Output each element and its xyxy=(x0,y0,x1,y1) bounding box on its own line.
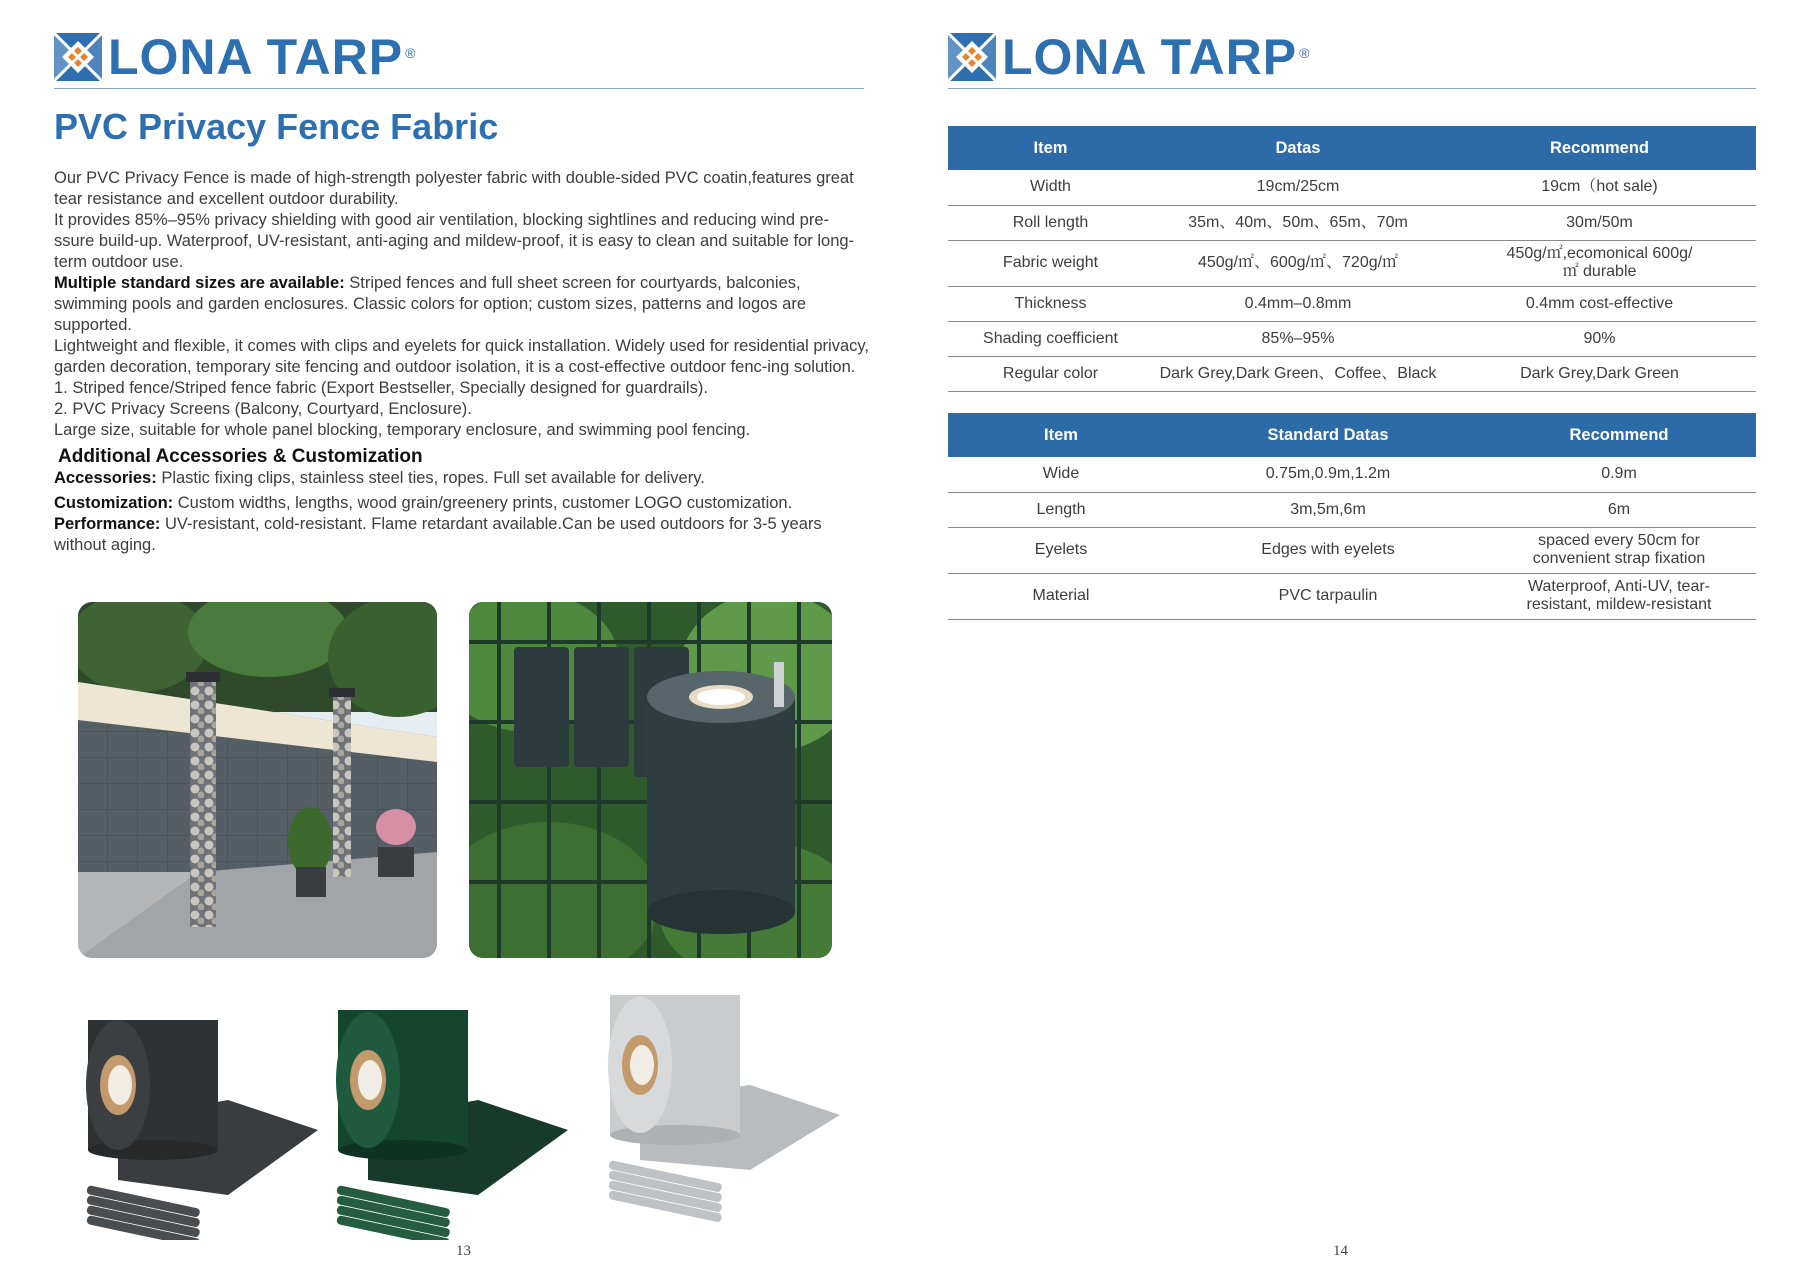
brand-name: LONA TARP xyxy=(108,29,404,85)
installation-paragraph: Lightweight and flexible, it comes with clips and eyelets for quick installation. Widely used for residential privacy, garden decoration, temporary site fencing and outdoor isolation, it is a cost-effective outdoor fenc-ing solution. xyxy=(54,337,870,376)
sizes-text: Striped fences and full sheet screen for courtyards, balconies, swimming pools and garden enclosures. Classic colors for option; custom sizes, patterns and logos are supported. xyxy=(54,274,807,334)
header-divider xyxy=(948,88,1756,89)
table-row xyxy=(948,492,1756,527)
list-item-1: 1. Striped fence/Striped fence fabric (Export Bestseller, Specially designed for guardrails). xyxy=(54,379,708,397)
accessories-text: Plastic fixing clips, stainless steel ties, ropes. Full set available for delivery. xyxy=(156,469,705,487)
page-14 xyxy=(900,0,1800,1280)
cell-data: 19cm/25cm xyxy=(1153,170,1443,205)
accessories-label: Accessories: xyxy=(54,469,157,487)
header-item: Item xyxy=(948,126,1153,170)
cell-recommend: 0.4mm cost-effective xyxy=(1443,286,1756,321)
cell-recommend: Waterproof, Anti-UV, tear-resistant, mildew-resistant xyxy=(1482,573,1756,619)
cell-item: Fabric weight xyxy=(948,240,1153,286)
cell-recommend: spaced every 50cm for convenient strap fixation xyxy=(1482,527,1756,573)
cell-data: 85%–95% xyxy=(1153,321,1443,356)
table-row xyxy=(948,205,1756,240)
cell-data: 450g/㎡、600g/㎡、720g/㎡ xyxy=(1153,240,1443,286)
cell-item: Regular color xyxy=(948,356,1153,391)
logo-mark-icon xyxy=(54,33,102,81)
performance-line xyxy=(54,514,869,556)
sizes-label: Multiple standard sizes are available: xyxy=(54,274,345,292)
table-row xyxy=(948,573,1756,619)
page-number: 13 xyxy=(456,1243,471,1259)
page-number: 14 xyxy=(1333,1243,1348,1259)
header-datas: Datas xyxy=(1153,126,1443,170)
table-row xyxy=(948,170,1756,205)
list-item-2: 2. PVC Privacy Screens (Balcony, Courtyard, Enclosure). xyxy=(54,400,472,418)
cell-item: Shading coefficient xyxy=(948,321,1153,356)
cell-data: Dark Grey,Dark Green、Coffee、Black xyxy=(1153,356,1443,391)
registered-mark: ® xyxy=(1299,45,1310,61)
table-header-row xyxy=(948,126,1756,170)
fence-installation-photo xyxy=(78,602,437,958)
cell-recommend: 6m xyxy=(1482,492,1756,527)
cell-item: Roll length xyxy=(948,205,1153,240)
cell-data: 0.75m,0.9m,1.2m xyxy=(1174,457,1482,492)
logo-mark-icon xyxy=(948,33,996,81)
cell-data: 35m、40m、50m、65m、70m xyxy=(1153,205,1443,240)
cell-data: PVC tarpaulin xyxy=(1174,573,1482,619)
table-row xyxy=(948,240,1756,286)
cell-recommend: 19cm（hot sale) xyxy=(1443,170,1756,205)
brand-logo xyxy=(54,29,416,85)
table-row xyxy=(948,457,1756,492)
header-standard-datas: Standard Datas xyxy=(1174,413,1482,457)
cell-data: 0.4mm–0.8mm xyxy=(1153,286,1443,321)
specifications-table xyxy=(948,126,1756,392)
accessories-line xyxy=(54,468,869,489)
performance-text: UV-resistant, cold-resistant. Flame retardant available.Can be used outdoors for 3-5 years without aging. xyxy=(54,515,822,554)
grey-roll-product-image xyxy=(78,980,318,1240)
header-divider xyxy=(54,88,864,89)
cell-item: Material xyxy=(948,573,1174,619)
table-row xyxy=(948,286,1756,321)
page-title: PVC Privacy Fence Fabric xyxy=(54,106,499,147)
header-recommend: Recommend xyxy=(1443,126,1756,170)
cell-recommend: 30m/50m xyxy=(1443,205,1756,240)
header-item: Item xyxy=(948,413,1174,457)
green-roll-product-image xyxy=(328,980,568,1240)
cell-recommend: 90% xyxy=(1443,321,1756,356)
sizes-paragraph xyxy=(54,273,869,336)
accessories-heading: Additional Accessories & Customization xyxy=(58,446,423,467)
table-row xyxy=(948,321,1756,356)
table-row xyxy=(948,356,1756,391)
list-item-3: Large size, suitable for whole panel blocking, temporary enclosure, and swimming pool fencing. xyxy=(54,421,751,439)
registered-mark: ® xyxy=(405,45,416,61)
cell-data: Edges with eyelets xyxy=(1174,527,1482,573)
customization-label: Customization: xyxy=(54,494,174,512)
product-description xyxy=(54,168,869,556)
table-row xyxy=(948,527,1756,573)
customization-line xyxy=(54,493,869,514)
cell-item: Length xyxy=(948,492,1174,527)
brand-logo xyxy=(948,29,1310,85)
cell-recommend: 0.9m xyxy=(1482,457,1756,492)
cell-item: Width xyxy=(948,170,1153,205)
cell-recommend: Dark Grey,Dark Green xyxy=(1443,356,1756,391)
intro-paragraph: Our PVC Privacy Fence is made of high-strength polyester fabric with double-sided PVC coatin,features great tear resistance and excellent outdoor durability. xyxy=(54,169,854,208)
performance-label: Performance: xyxy=(54,515,161,533)
customization-text: Custom widths, lengths, wood grain/greenery prints, customer LOGO customization. xyxy=(173,494,793,512)
cell-item: Eyelets xyxy=(948,527,1174,573)
cell-item: Wide xyxy=(948,457,1174,492)
privacy-paragraph: It provides 85%–95% privacy shielding with good air ventilation, blocking sightlines and reducing wind pre-ssure build-up. Waterproof, UV-resistant, anti-aging and mildew-proof, it is easy to clean and suitable for long-term outdoor use. xyxy=(54,211,855,271)
header-recommend: Recommend xyxy=(1482,413,1756,457)
standard-data-table xyxy=(948,413,1756,620)
cell-data: 3m,5m,6m xyxy=(1174,492,1482,527)
table-header-row xyxy=(948,413,1756,457)
roll-on-fence-photo xyxy=(469,602,832,958)
brand-name: LONA TARP xyxy=(1002,29,1298,85)
cell-recommend: 450g/㎡,ecomonical 600g/㎡ durable xyxy=(1443,240,1756,286)
light-grey-roll-product-image xyxy=(600,975,840,1225)
cell-item: Thickness xyxy=(948,286,1153,321)
